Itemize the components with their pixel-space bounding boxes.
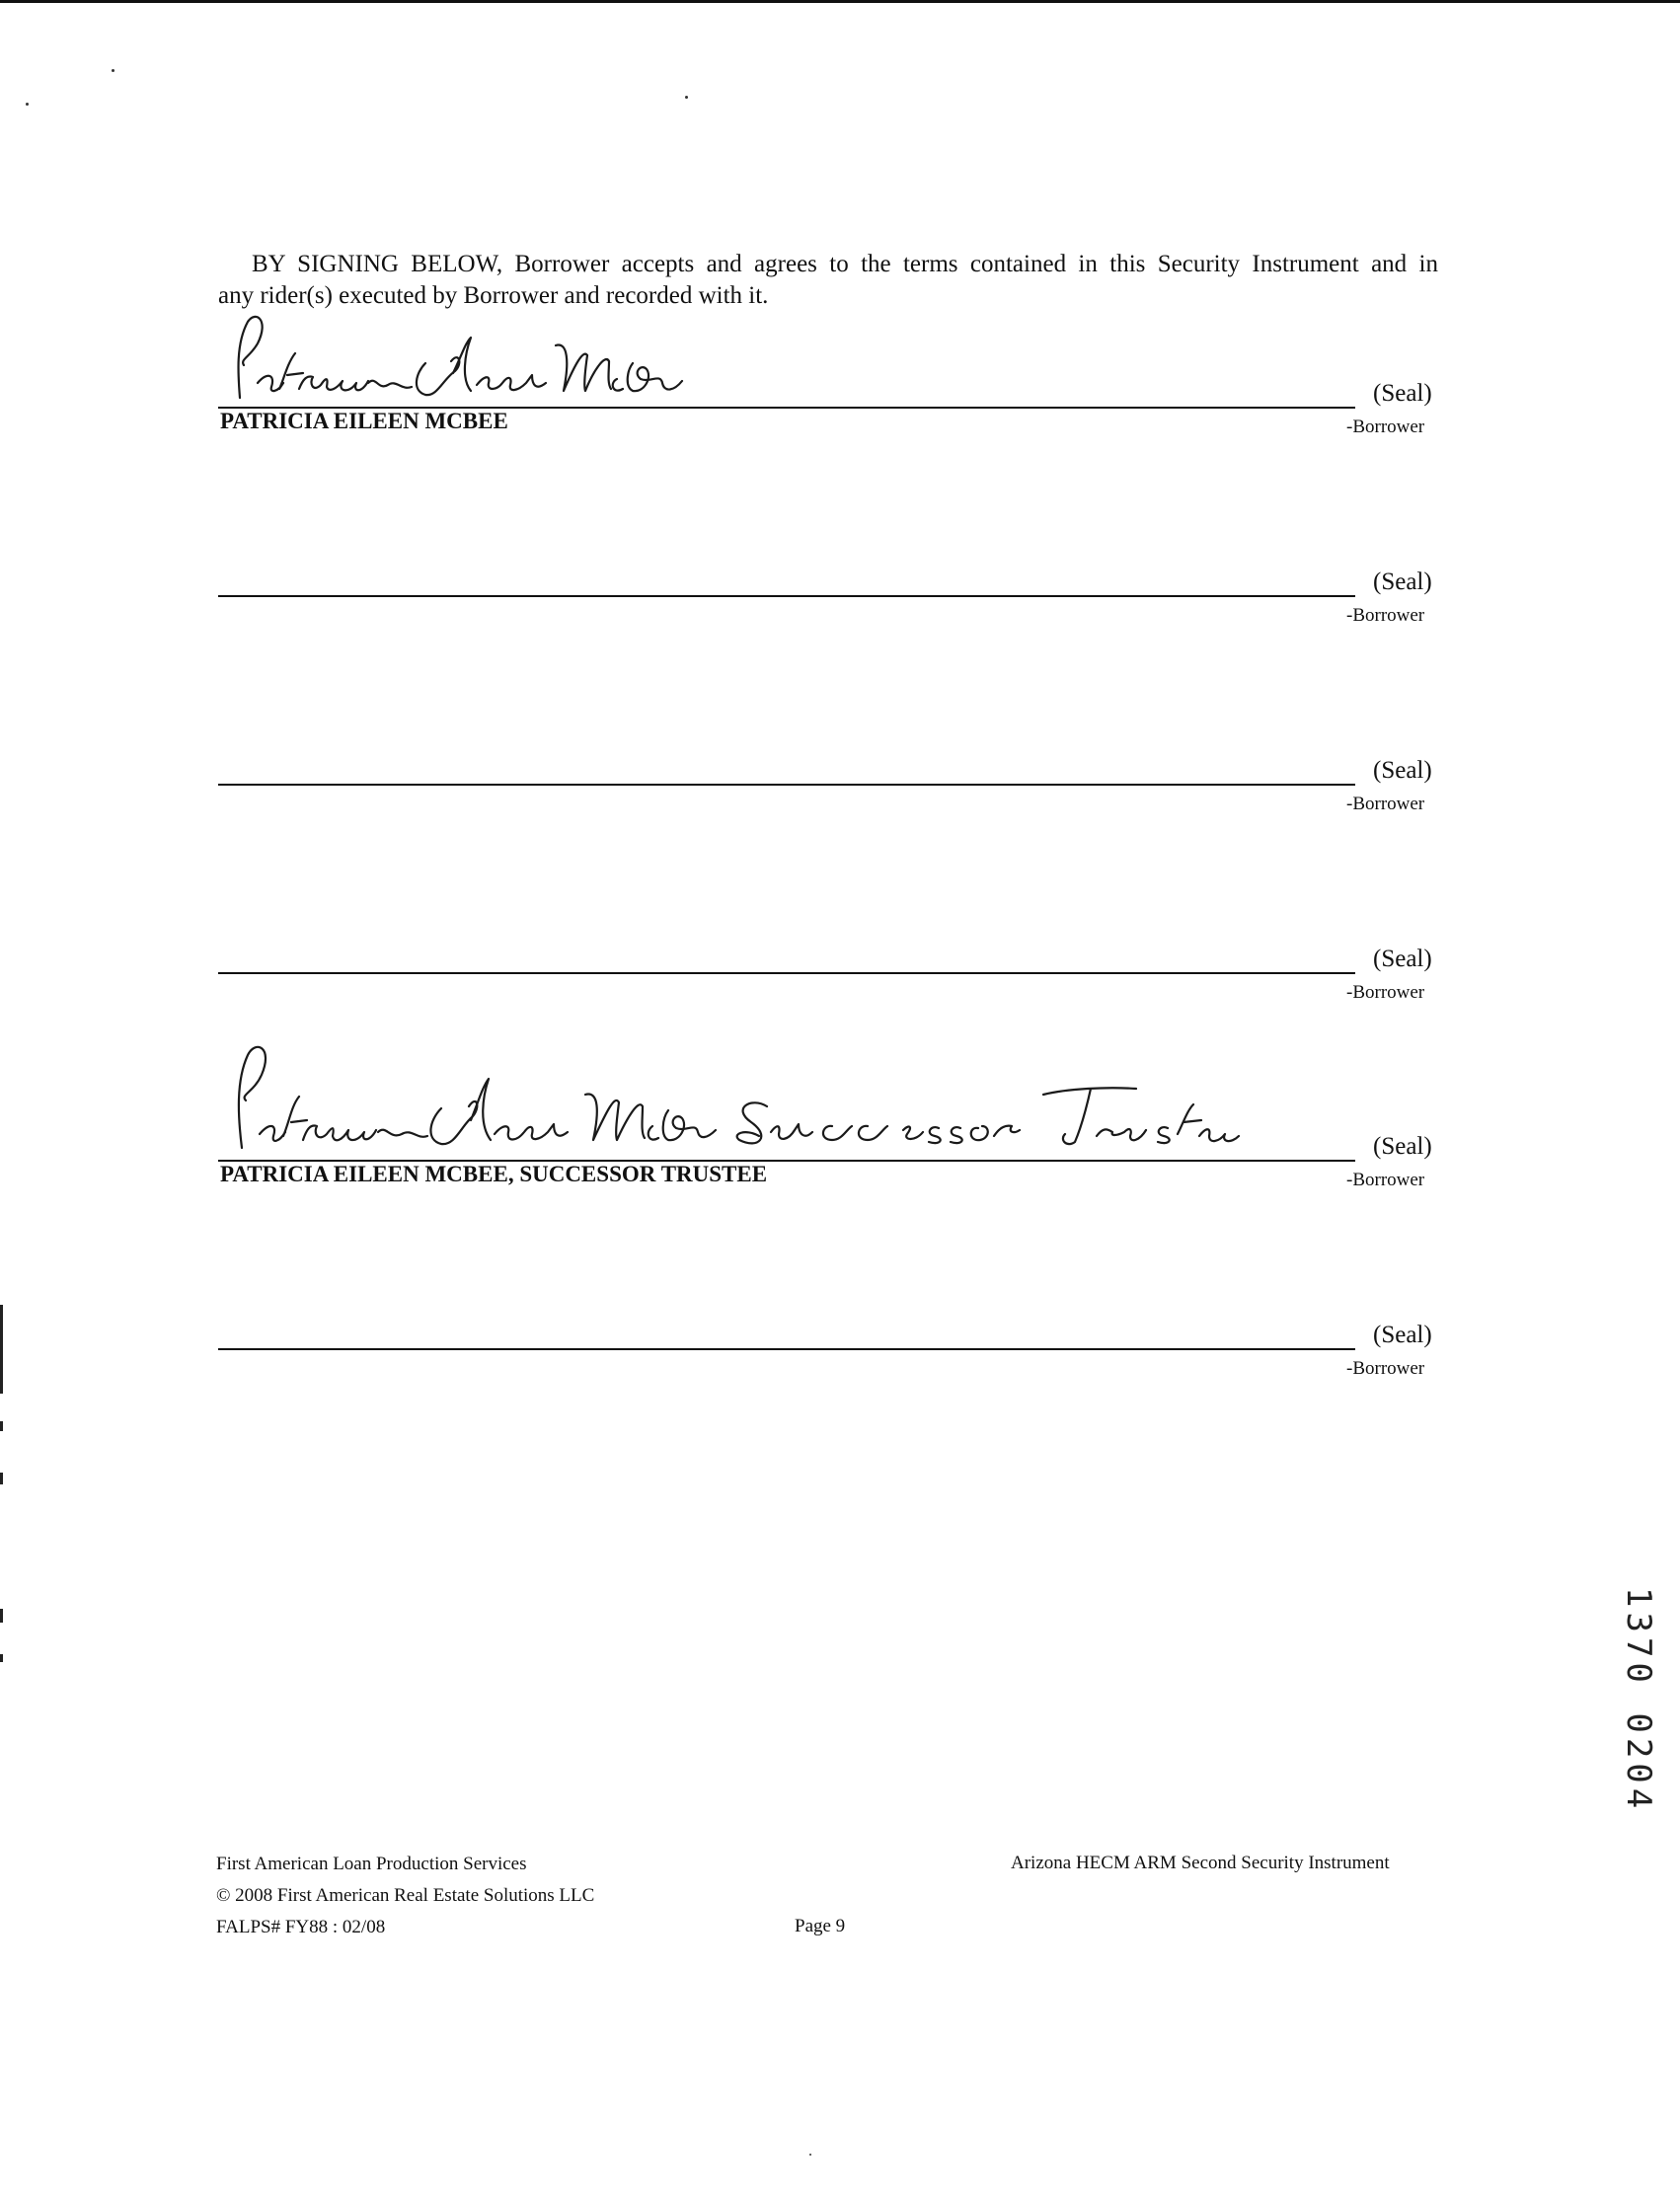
signature-line — [218, 972, 1355, 974]
signature-line — [218, 1348, 1355, 1350]
scan-speck — [809, 2154, 811, 2156]
scan-edge-mark — [0, 1305, 3, 1394]
recording-stamp-number: 1370 0204 — [1619, 1587, 1658, 1814]
page-top-border — [0, 0, 1680, 3]
scan-speck — [685, 96, 688, 99]
signing-statement — [218, 249, 1438, 312]
footer-publisher — [216, 1849, 594, 1943]
borrower-label: -Borrower — [1346, 1358, 1425, 1379]
scan-edge-mark — [0, 1473, 3, 1484]
signing-statement-line-2: any rider(s) executed by Borrower and recorded with it. — [218, 282, 769, 309]
signature-block — [218, 891, 1438, 1003]
signature-block — [218, 326, 1438, 437]
seal-label: (Seal) — [1373, 757, 1432, 784]
scan-edge-mark — [0, 1421, 3, 1431]
footer-form-id: FALPS# FY88 : 02/08 — [216, 1917, 386, 1937]
seal-label: (Seal) — [1373, 569, 1432, 595]
borrower-label: -Borrower — [1346, 1170, 1425, 1190]
signature-block — [218, 1267, 1438, 1379]
signature-line — [218, 595, 1355, 597]
signer-name: PATRICIA EILEEN MCBEE — [220, 409, 508, 433]
scan-edge-mark — [0, 1654, 3, 1662]
borrower-label: -Borrower — [1346, 417, 1425, 437]
borrower-label: -Borrower — [1346, 794, 1425, 814]
seal-label: (Seal) — [1373, 1133, 1432, 1160]
seal-label: (Seal) — [1373, 946, 1432, 972]
footer-document-title: Arizona HECM ARM Second Security Instrument — [1011, 1853, 1390, 1873]
page-number: Page 9 — [795, 1916, 846, 1936]
signer-name: PATRICIA EILEEN MCBEE, SUCCESSOR TRUSTEE — [220, 1162, 768, 1186]
borrower-label: -Borrower — [1346, 605, 1425, 626]
borrower-label: -Borrower — [1346, 982, 1425, 1003]
footer-company: First American Loan Production Services — [216, 1854, 527, 1874]
scan-edge-mark — [0, 1609, 3, 1623]
signature-line — [218, 784, 1355, 786]
signature-block — [218, 514, 1438, 626]
handwritten-signature — [218, 1037, 1245, 1146]
seal-label: (Seal) — [1373, 1322, 1432, 1348]
scan-speck — [112, 69, 115, 72]
seal-label: (Seal) — [1373, 380, 1432, 407]
signature-block — [218, 703, 1438, 814]
signing-statement-line-1: BY SIGNING BELOW, Borrower accepts and agrees to the terms contained in this Security Instrument and in — [252, 251, 1438, 277]
scan-speck — [26, 103, 29, 106]
signature-block — [218, 1079, 1438, 1190]
recording-stamp — [1619, 1587, 1658, 1863]
footer-copyright: © 2008 First American Real Estate Solutions LLC — [216, 1885, 595, 1906]
